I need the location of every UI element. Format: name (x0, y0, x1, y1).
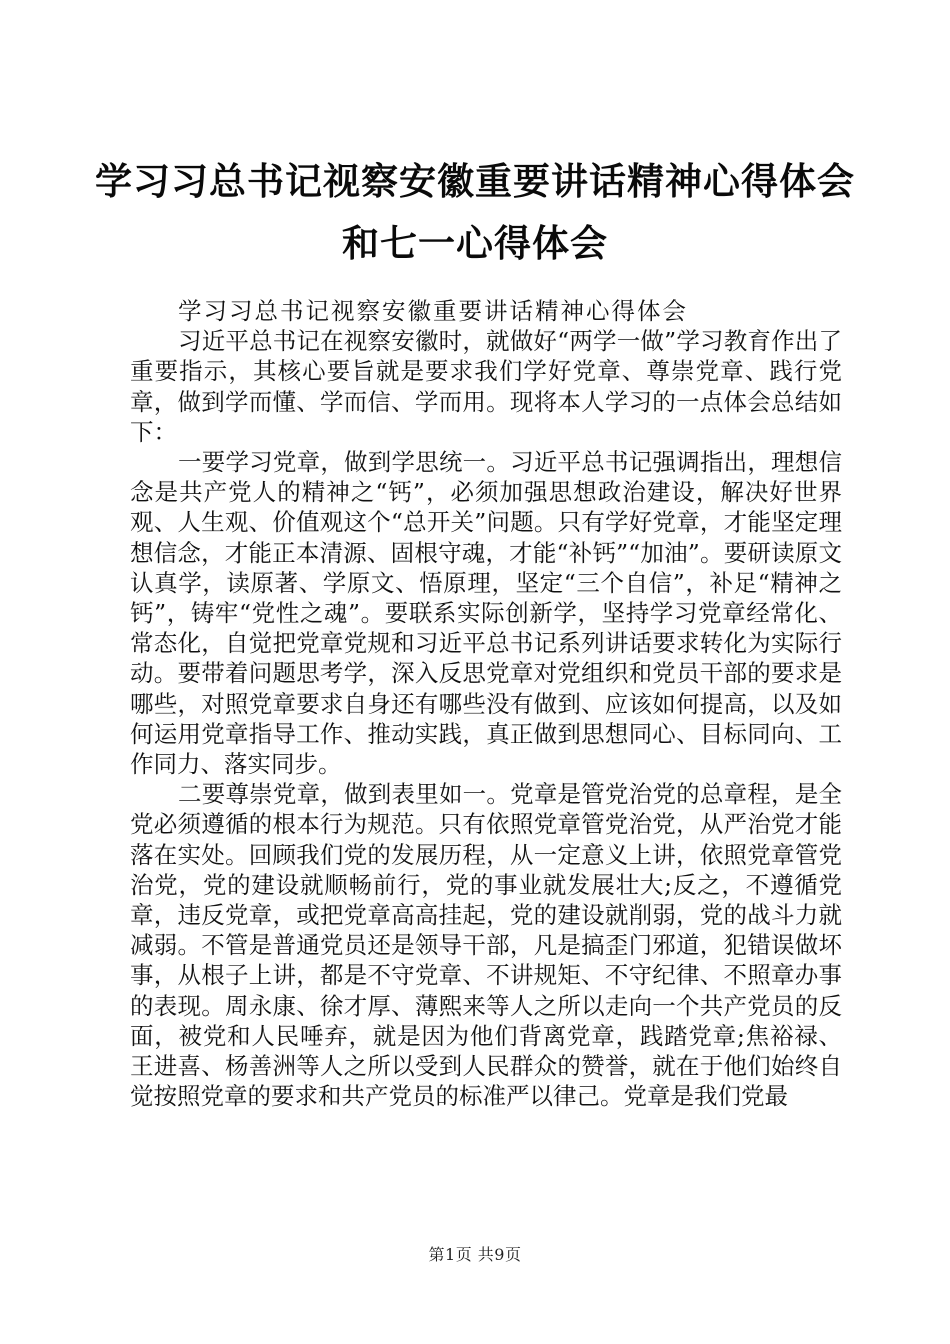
page-number-footer: 第1页 共9页 (428, 1245, 522, 1264)
document-title-line-1: 学习习总书记视察安徽重要讲话精神心得体会 (95, 160, 855, 203)
document-subheading: 学习习总书记视察安徽重要讲话精神心得体会 (178, 297, 688, 325)
document-title-line-2: 和七一心得体会 (342, 222, 608, 265)
document-body (130, 296, 842, 1111)
body-paragraph-intro: 习近平总书记在视察安徽时，就做好“两学一做”学习教育作出了重要指示，其核心要旨就是要求我们学好党章、尊崇党章、践行党章，做到学而懂、学而信、学而用。现将本人学习的一点体会总结如下： (130, 327, 842, 446)
body-paragraph-respect: 二要尊崇党章，做到表里如一。党章是管党治党的总章程，是全党必须遵循的根本行为规范。只有依照党章管党治党，从严治党才能落在实处。回顾我们党的发展历程，从一定意义上讲，依照党章管党治党，党的建设就顺畅前行，党的事业就发展壮大;反之，不遵循党章，违反党章，或把党章高高挂起，党的建设就削弱，党的战斗力就减弱。不管是普通党员还是领导干部，凡是搞歪门邪道，犯错误做坏事，从根子上讲，都是不守党章、不讲规矩、不守纪律、不照章办事的表现。周永康、徐才厚、薄熙来等人之所以走向一个共产党员的反面，被党和人民唾弃，就是因为他们背离党章，践踏党章;焦裕禄、王进喜、杨善洲等人之所以受到人民群众的赞誉，就在于他们始终自觉按照党章的要求和共产党员的标准严以律己。党章是我们党最 (130, 780, 842, 1111)
body-paragraph-study: 一要学习党章，做到学思统一。习近平总书记强调指出，理想信念是共产党人的精神之“钙”，必须加强思想政治建设，解决好世界观、人生观、价值观这个“总开关”问题。只有学好党章，才能坚定理想信念，才能正本清源、固根守魂，才能“补钙”“加油”。要研读原文认真学，读原著、学原文、悟原理，坚定“三个自信”，补足“精神之钙”，铸牢“党性之魂”。要联系实际创新学，坚持学习党章经常化、常态化，自觉把党章党规和习近平总书记系列讲话要求转化为实际行动。要带着问题思考学，深入反思党章对党组织和党员干部的要求是哪些，对照党章要求自身还有哪些没有做到、应该如何提高，以及如何运用党章指导工作、推动实践，真正做到思想同心、目标同向、工作同力、落实同步。 (130, 448, 842, 779)
